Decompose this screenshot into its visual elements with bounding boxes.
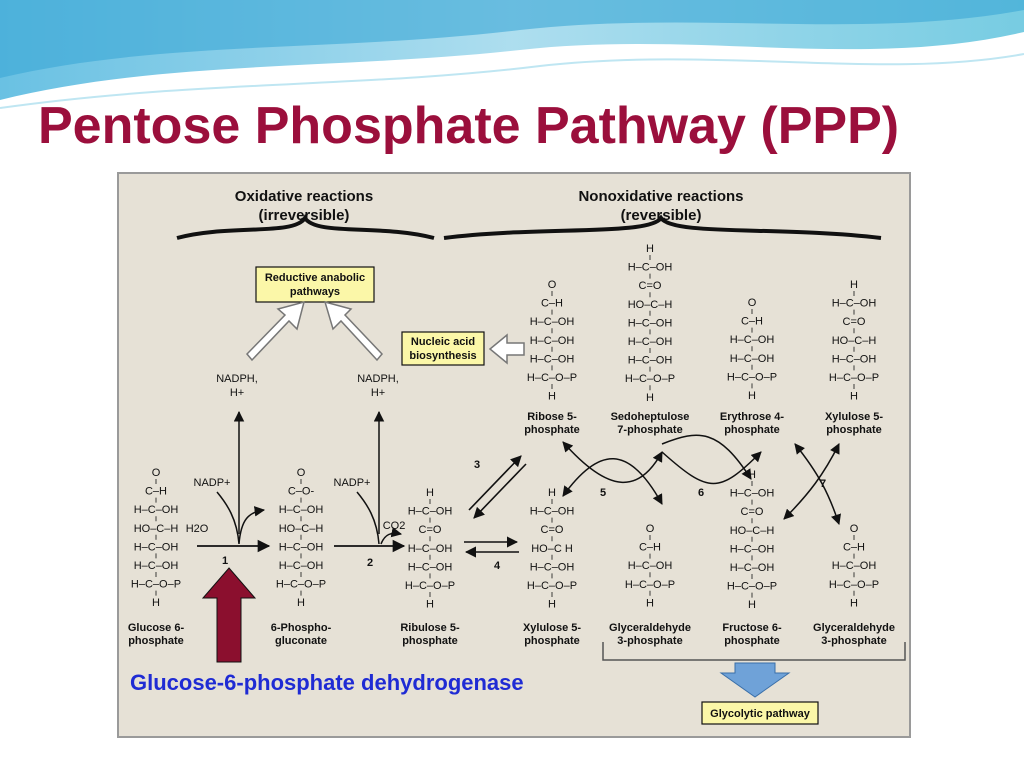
reaction-number-7: 7 — [819, 478, 827, 490]
molecule-xylulose-5-phosphate-top — [825, 279, 883, 436]
structure-line: H–C–O–P — [624, 373, 676, 386]
reaction-number-1: 1 — [221, 555, 229, 567]
structure-line: H–C–OH — [529, 353, 575, 366]
nonoxidative-heading: Nonoxidative reactions — [578, 188, 744, 205]
molecule-name: 7-phosphate — [617, 424, 683, 436]
structure-line: H–C–OH — [627, 261, 673, 274]
structure-line: H–C–O–P — [526, 372, 578, 384]
structure-line: H–C–OH — [133, 504, 179, 517]
structure-line: HO–C H — [531, 542, 573, 555]
molecule-6-phosphogluconate — [271, 467, 332, 647]
structure-line: HO–C–H — [627, 298, 673, 311]
molecule-ribose-5-phosphate — [524, 279, 580, 436]
structure-line: H–C–OH — [729, 562, 775, 574]
reductive-box-line2: pathways — [289, 286, 341, 298]
structure-line: HO–C–H — [278, 522, 324, 535]
molecule-xylulose-5-phosphate-bottom — [523, 487, 581, 647]
structure-line: H–C–O–P — [726, 580, 778, 593]
structure-line: H–C–OH — [529, 334, 575, 347]
reaction-2-cofactor-curve — [357, 492, 379, 544]
enzyme-caption: Glucose-6-phosphate dehydrogenase — [130, 670, 524, 695]
nadp-label-1: NADP+ — [193, 477, 231, 489]
nonoxidative-subheading: (reversible) — [620, 207, 702, 224]
molecule-sedoheptulose-7-phosphate — [611, 243, 690, 436]
nucleic-box-line2: biosynthesis — [409, 350, 477, 362]
molecule-name: Sedoheptulose — [610, 411, 690, 423]
structure-line: O — [151, 467, 161, 479]
nucleic-box-line1: Nucleic acid — [410, 336, 476, 348]
molecule-name: phosphate — [128, 635, 184, 647]
structure-line: H–C–OH — [529, 561, 575, 574]
structure-line: H–C–O–P — [726, 371, 778, 384]
molecule-name: gluconate — [275, 635, 327, 647]
structure-line: H–C–OH — [529, 505, 575, 518]
molecule-name: Xylulose 5- — [824, 411, 884, 423]
structure-line: H — [850, 279, 858, 291]
structure-line: H — [646, 243, 654, 255]
structure-line: H–C–O–P — [828, 372, 880, 384]
oxidative-heading: Oxidative reactions — [234, 188, 374, 205]
structure-line: H–C–OH — [407, 505, 453, 518]
nadph-arrow-left — [247, 302, 304, 360]
structure-line: H–C–OH — [278, 541, 324, 554]
h2o-label: H2O — [185, 523, 209, 535]
structure-line: H — [152, 597, 160, 610]
structure-line: H–C–OH — [831, 353, 877, 366]
structure-line: O — [849, 523, 859, 535]
nucleic-acid-arrow — [490, 335, 524, 363]
structure-line: HO–C–H — [831, 334, 877, 347]
molecule-name: Glucose 6- — [127, 622, 185, 634]
molecule-name: Ribose 5- — [527, 411, 577, 423]
h-plus-label-2: H+ — [370, 387, 386, 399]
structure-line: O — [547, 279, 557, 291]
reaction-5-curve-b — [563, 459, 662, 504]
glycolytic-pathway-label: Glycolytic pathway — [710, 708, 810, 720]
reaction-number-5: 5 — [599, 487, 607, 499]
oxidative-brace — [177, 218, 434, 238]
structure-line: H–C–OH — [627, 336, 673, 348]
molecule-name: phosphate — [524, 424, 580, 436]
structure-line: H–C–O–P — [275, 578, 327, 591]
structure-line: C–O- — [287, 485, 315, 498]
structure-line: H — [850, 597, 858, 610]
structure-line: C=O — [418, 524, 442, 537]
structure-line: H–C–OH — [407, 561, 453, 574]
h-plus-label-1: H+ — [229, 387, 245, 399]
reaction-3-arrow-back — [474, 464, 526, 518]
oxidative-subheading: (irreversible) — [258, 207, 350, 224]
reaction-7-curve-b — [784, 444, 839, 519]
molecule-name: 3-phosphate — [617, 635, 683, 647]
structure-line: H–C–OH — [729, 352, 775, 365]
molecule-erythrose-4-phosphate — [720, 297, 785, 436]
structure-line: H — [297, 597, 305, 610]
reaction-5-curve-a — [563, 442, 662, 482]
structure-line: O — [645, 523, 655, 535]
structure-line: H — [646, 597, 654, 610]
structure-line: O — [296, 467, 306, 479]
structure-line: C–H — [842, 541, 866, 554]
nadp-label-2: NADP+ — [333, 477, 371, 489]
molecule-name: Xylulose 5- — [522, 622, 582, 634]
slide-title: Pentose Phosphate Pathway (PPP) — [38, 97, 900, 155]
molecule-name: Fructose 6- — [722, 622, 782, 634]
structure-line: H — [548, 487, 556, 499]
nadph-label-1: NADPH, — [216, 373, 258, 385]
molecule-glyceraldehyde-3-phosphate-2 — [813, 523, 895, 647]
molecule-name: phosphate — [724, 635, 780, 647]
enzyme-highlight-arrow — [199, 566, 259, 666]
co2-label: CO2 — [382, 520, 406, 532]
structure-line: H — [426, 487, 434, 499]
molecule-ribulose-5-phosphate — [400, 487, 460, 647]
molecule-name: phosphate — [402, 635, 458, 647]
molecule-name: 6-Phospho- — [270, 622, 332, 634]
structure-line: H–C–O–P — [526, 580, 578, 592]
nadph-arrow-right — [325, 302, 382, 360]
structure-line: H–C–O–P — [624, 578, 676, 591]
molecule-glyceraldehyde-3-phosphate-1 — [609, 523, 691, 647]
structure-line: H–C–O–P — [404, 580, 456, 592]
molecule-name: Erythrose 4- — [719, 411, 785, 423]
structure-line: H–C–OH — [627, 560, 673, 573]
structure-line: H — [748, 599, 756, 612]
structure-line: H–C–OH — [133, 560, 179, 572]
structure-line: C=O — [540, 524, 564, 537]
structure-line: H–C–OH — [278, 560, 324, 572]
molecule-name: phosphate — [826, 424, 882, 436]
structure-line: H — [548, 598, 556, 611]
structure-line: C–H — [540, 297, 564, 310]
pathway-diagram — [117, 172, 911, 738]
structure-line: C=O — [842, 316, 866, 329]
structure-line: H–C–OH — [729, 543, 775, 556]
reaction-1-cofactor-curve — [217, 492, 264, 544]
structure-line: H–C–OH — [831, 297, 877, 310]
structure-line: O — [747, 297, 757, 309]
reaction-6-curve-a — [662, 452, 761, 484]
structure-line: H–C–OH — [278, 504, 324, 517]
structure-line: H — [748, 469, 756, 481]
structure-line: H–C–OH — [133, 541, 179, 554]
molecule-name: Glyceraldehyde — [813, 622, 895, 634]
molecule-glucose-6-phosphate — [128, 467, 185, 647]
structure-line: HO–C–H — [729, 524, 775, 537]
structure-line: H — [548, 390, 556, 403]
molecule-name: Ribulose 5- — [400, 622, 460, 634]
molecule-name: Glyceraldehyde — [609, 622, 691, 634]
co2-release-curve — [381, 533, 401, 544]
reductive-box-line1: Reductive anabolic — [264, 272, 366, 284]
molecule-fructose-6-phosphate — [722, 469, 782, 647]
structure-line: H — [850, 390, 858, 403]
structure-line: C–H — [638, 541, 662, 554]
structure-line: C=O — [638, 280, 662, 293]
structure-line: H — [646, 391, 654, 404]
structure-line: H — [748, 390, 756, 402]
structure-line: H–C–OH — [529, 316, 575, 329]
reaction-number-3: 3 — [473, 459, 481, 471]
glycolytic-down-arrow — [721, 663, 789, 697]
structure-line: H–C–OH — [627, 354, 673, 367]
molecule-name: phosphate — [724, 424, 780, 436]
structure-line: C–H — [144, 485, 168, 498]
wave-decoration — [0, 0, 1024, 110]
reaction-number-2: 2 — [366, 557, 374, 569]
structure-line: H–C–OH — [729, 487, 775, 500]
structure-line: H–C–O–P — [130, 578, 182, 591]
structure-line: H–C–O–P — [828, 578, 880, 591]
structure-line: C–H — [740, 315, 764, 328]
structure-line: H–C–OH — [627, 317, 673, 330]
nonoxidative-brace — [444, 218, 881, 238]
structure-line: HO–C–H — [133, 522, 179, 535]
structure-line: H — [426, 598, 434, 611]
reaction-number-6: 6 — [697, 487, 705, 499]
structure-line: H–C–OH — [729, 334, 775, 347]
structure-line: H–C–OH — [831, 560, 877, 573]
molecule-name: 3-phosphate — [821, 635, 887, 647]
nadph-label-2: NADPH, — [357, 373, 399, 385]
structure-line: C=O — [740, 506, 764, 519]
structure-line: H–C–OH — [407, 542, 453, 555]
molecule-name: phosphate — [524, 635, 580, 647]
reaction-number-4: 4 — [493, 560, 501, 572]
